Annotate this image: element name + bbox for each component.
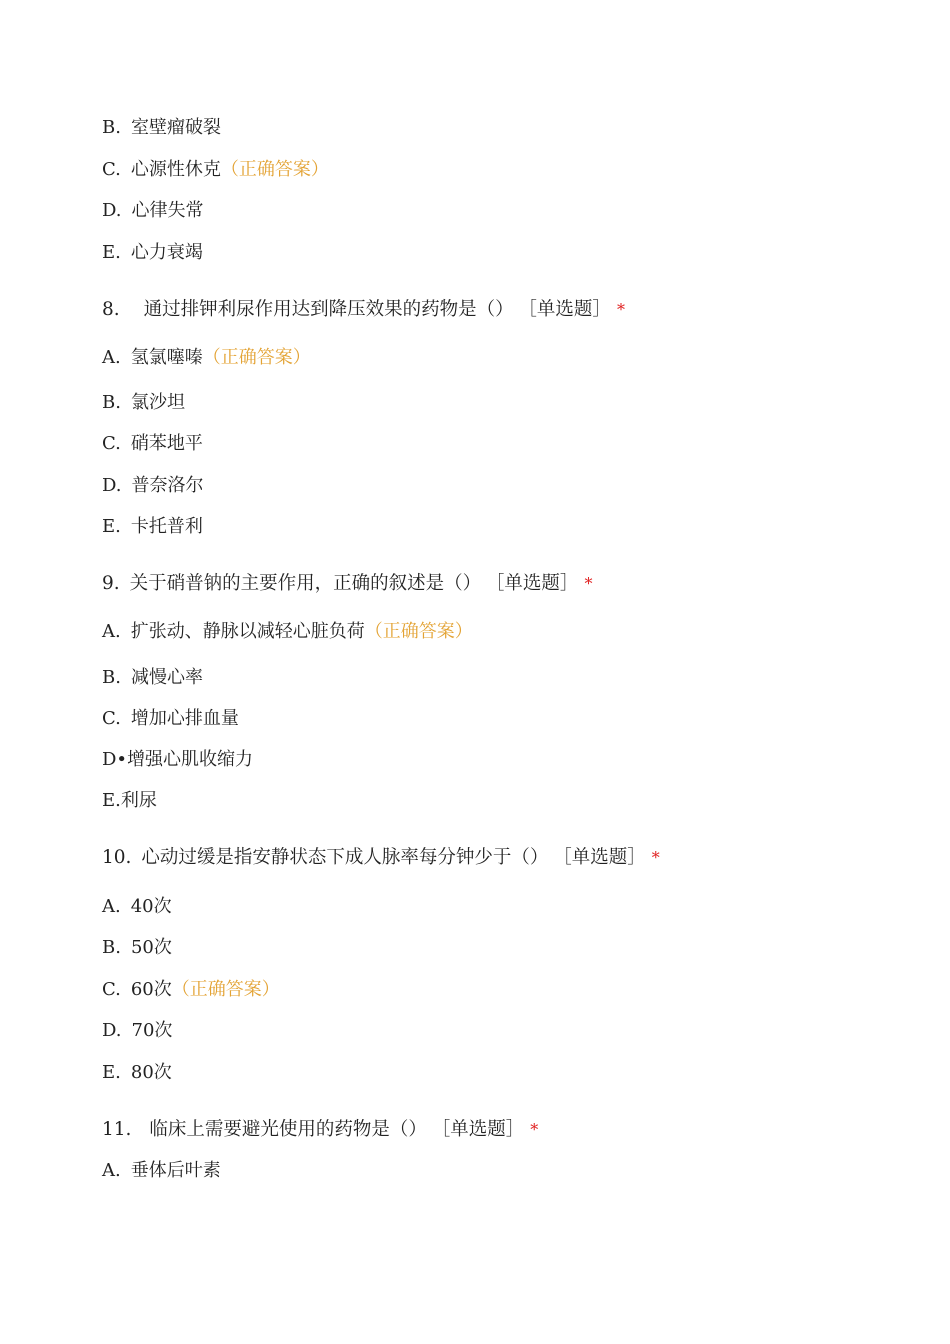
question-text: 心动过缓是指安静状态下成人脉率每分钟少于（）	[141, 847, 549, 868]
option-letter: A.	[102, 621, 121, 642]
option-letter: E.	[102, 516, 121, 537]
required-mark: *	[651, 848, 660, 867]
option-letter: B.	[102, 117, 121, 138]
q9-option-b	[102, 666, 203, 690]
option-letter: D.	[102, 1020, 122, 1041]
option-text: 室壁瘤破裂	[130, 117, 221, 138]
option-text: 卡托普利	[130, 516, 203, 537]
option-letter: B.	[102, 937, 121, 958]
question-type: ［单选题］	[527, 299, 611, 320]
option-text: 垂体后叶素	[130, 1160, 221, 1181]
option-text: 心力衰竭	[130, 242, 203, 263]
question-8	[102, 298, 625, 322]
option-letter: D.	[102, 475, 122, 496]
q11-option-a	[102, 1159, 221, 1183]
q7-option-c	[102, 158, 329, 182]
option-text: 扩张动、静脉以减轻心脏负荷	[130, 621, 365, 642]
q8-option-d	[102, 474, 204, 498]
option-letter: C.	[102, 159, 121, 180]
option-letter: E.	[102, 790, 121, 811]
q10-option-e	[102, 1061, 172, 1085]
q7-option-b	[102, 116, 221, 140]
question-11	[102, 1118, 538, 1142]
option-text: 硝苯地平	[130, 433, 203, 454]
option-text: 50次	[130, 937, 172, 958]
option-text: 氯沙坦	[130, 392, 185, 413]
q7-option-d	[102, 199, 204, 223]
q9-option-e	[102, 789, 157, 813]
correct-answer-label: （正确答案）	[364, 621, 473, 642]
required-mark: *	[616, 300, 625, 319]
option-letter: C.	[102, 979, 121, 1000]
question-text: 通过排钾利尿作用达到降压效果的药物是（）	[143, 299, 514, 320]
q10-option-d	[102, 1019, 172, 1043]
question-number: 11.	[102, 1119, 132, 1140]
option-text: 氢氯噻嗪	[130, 347, 203, 368]
q8-option-c	[102, 432, 203, 456]
option-letter: A.	[102, 896, 121, 917]
option-text: 减慢心率	[130, 667, 203, 688]
required-mark: *	[584, 574, 593, 593]
option-text: 心律失常	[131, 200, 204, 221]
question-9	[102, 572, 592, 596]
q8-option-e	[102, 515, 203, 539]
option-letter: C.	[102, 433, 121, 454]
option-letter: D•	[102, 749, 128, 770]
option-letter: D.	[102, 200, 122, 221]
q9-option-d	[102, 748, 253, 772]
q10-option-b	[102, 936, 172, 960]
correct-answer-label: （正确答案）	[171, 979, 280, 1000]
q9-option-c	[102, 707, 239, 731]
option-letter: C.	[102, 708, 121, 729]
option-letter: B.	[102, 667, 121, 688]
q8-option-b	[102, 391, 185, 415]
option-text: 60次	[130, 979, 172, 1000]
option-text: 增加心排血量	[130, 708, 239, 729]
option-letter: E.	[102, 242, 121, 263]
question-type: ［单选题］	[440, 1119, 525, 1140]
option-text: 80次	[130, 1062, 172, 1083]
required-mark: *	[530, 1120, 539, 1139]
question-type: ［单选题］	[495, 573, 579, 594]
option-letter: B.	[102, 392, 121, 413]
correct-answer-label: （正确答案）	[202, 347, 311, 368]
question-text: 关于硝普钠的主要作用，正确的叙述是（）	[129, 573, 482, 594]
question-number: 8.	[102, 299, 120, 320]
option-text: 70次	[131, 1020, 173, 1041]
option-text: 心源性休克	[130, 159, 221, 180]
q8-option-a	[102, 346, 311, 370]
option-letter: A.	[102, 347, 121, 368]
q9-option-a	[102, 620, 473, 644]
correct-answer-label: （正确答案）	[220, 159, 329, 180]
option-text: 增强心肌收缩力	[127, 749, 254, 770]
question-10	[102, 846, 660, 870]
q10-option-c	[102, 978, 280, 1002]
q10-option-a	[102, 895, 172, 919]
question-number: 10.	[102, 847, 132, 868]
question-text: 临床上需要避光使用的药物是（）	[149, 1119, 427, 1140]
option-text: 40次	[130, 896, 172, 917]
q7-option-e	[102, 241, 203, 265]
option-text: 普奈洛尔	[131, 475, 204, 496]
question-type: ［单选题］	[562, 847, 646, 868]
option-letter: A.	[102, 1160, 121, 1181]
option-text: 利尿	[120, 790, 157, 811]
option-letter: E.	[102, 1062, 121, 1083]
question-number: 9.	[102, 573, 120, 594]
